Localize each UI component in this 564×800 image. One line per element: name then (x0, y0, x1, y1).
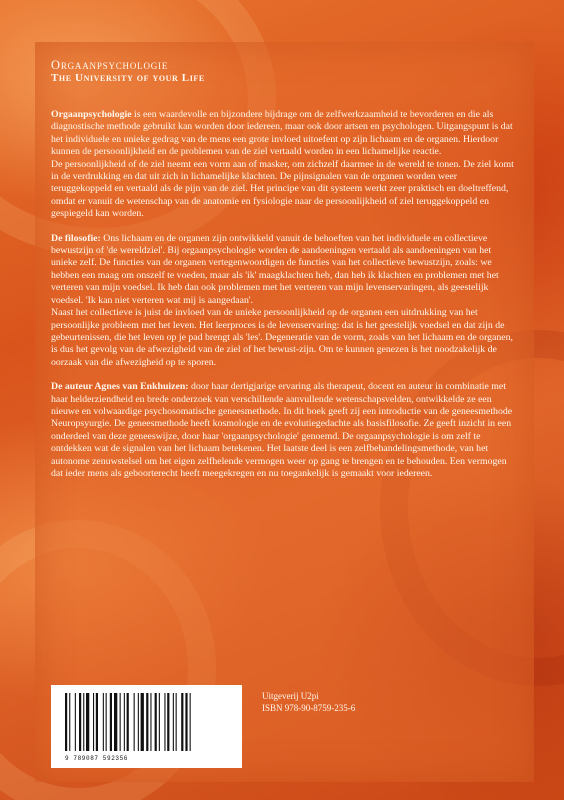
barcode-bar (86, 693, 89, 751)
section-philosophy (51, 233, 519, 369)
barcode-bar (103, 693, 104, 751)
section-intro (51, 109, 519, 221)
barcode-digits: 9 789087 592356 (65, 755, 129, 762)
barcode-bar (138, 693, 139, 751)
barcode-bar (79, 693, 81, 751)
barcode-bar (96, 693, 98, 751)
barcode-bar (114, 693, 117, 751)
barcode-bar (127, 693, 129, 751)
book-subtitle: The University of your Life (51, 72, 205, 84)
barcode-bar (83, 693, 84, 751)
barcode-bar (181, 693, 183, 751)
barcode-bar (164, 693, 165, 751)
barcode-bar (150, 693, 151, 751)
publisher-info (262, 690, 355, 714)
paragraph-text: is een waardevolle en bijzondere bijdrage om de zelfwerkzaamheid te bevorderen en die als diagnostische methode gebruikt kan worden door iedereen, maar ook door artsen en psychologen. Uitgangspunt is dat het individuele en unieke gedrag van de mens een grote invloed uitoefent op zijn lichaam en de organen. Hierdoor kunnen de persoonlijkheid en de problemen van de ziel vertaald worden in een lichamelijke reactie. (51, 109, 513, 158)
barcode-bar (159, 693, 160, 751)
barcode-bar (167, 693, 169, 751)
barcode-bar (190, 693, 191, 751)
barcode-bar (185, 693, 187, 751)
book-title: Orgaanpsychologie (51, 58, 169, 72)
barcode-bar (93, 693, 94, 751)
paragraph (51, 233, 519, 307)
barcode-bar (134, 693, 135, 751)
barcode-bar (176, 693, 177, 751)
barcode-bar (65, 693, 67, 751)
barcode-bar (106, 693, 107, 751)
isbn-barcode (51, 685, 242, 768)
barcode-bar (173, 693, 174, 751)
back-cover-text (51, 58, 519, 480)
paragraph (51, 109, 519, 159)
section-lead: De filosofie: (51, 232, 101, 244)
isbn-number: ISBN 978-90-8759-235-6 (262, 703, 356, 713)
paragraph-text: Ons lichaam en de organen zijn ontwikkeld vanuit de behoeften van het individuele en collectieve bewustzijn of 'de wereldziel'. Bij orgaanpsychologie worden de aandoeningen vertaald als aandoeningen van het unieke zelf. De functies van de organen vertegenwoordigen de functies van het collectieve bewustzijn, zoals: we hebben een maag om onszelf te voeden, maar als 'ik' maagklachten heb, dan heb ik klachten en problemen met het verteren van mijn voedsel. Ik heb dan ook problemen met het verteren van mijn levenservaringen, als geestelijk voedsel. 'Ik kan niet verteren wat mij is aangedaan'. (51, 232, 499, 306)
barcode-bar (155, 693, 157, 751)
paragraph (51, 381, 519, 480)
section-lead: Orgaanpsychologie (51, 109, 132, 120)
barcode-bar (141, 693, 144, 751)
barcode-bar (120, 693, 121, 751)
barcode-bar (69, 693, 70, 751)
paragraph: Naast het collectieve is juist de invloed van de unieke persoonlijkheid op de organen een uitdrukking van het persoonlijke probleem met het leven. Het leerproces is de levenservaring: dat is het geestelijk voedsel en dat zijn de gebeurtenissen, die het leven op je pad brengt als 'les'. Degeneratie van de vorm, zoals van het lichaam en de organen, is dus het gevolg van de afwezigheid van de ziel of het bewust-zijn. Om te kunnen genezen is het noodzakelijk de oorzaak van die afwezigheid op te sporen. (51, 307, 513, 368)
paragraph: De persoonlijkheid of de ziel neemt een vorm aan of masker, om zichzelf daarmee in de wereld te tonen. De ziel komt in de verdrukking en dat uit zich in lichamelijke klachten. De pijnsignalen van de organen worden weer teruggekoppeld en vertaald als de pijn van de ziel. Het principe van dit systeem werkt zeer praktisch en doeltreffend, omdat er vanuit de wetenschap van de anatomie en fysiologie naar de persoonlijkheid of ziel teruggekoppeld en gespiegeld kan worden. (51, 158, 514, 220)
barcode-bar (146, 693, 148, 751)
barcode-bar (75, 693, 76, 751)
barcode-bar (124, 693, 125, 751)
section-author (51, 381, 519, 480)
barcode-bar (110, 693, 112, 751)
section-lead: De auteur Agnes van Enkhuizen: (51, 381, 189, 393)
publisher-name: Uitgeverij U2pi (262, 691, 319, 701)
paragraph-text: door haar dertigjarige ervaring als therapeut, docent en auteur in combinatie met haar helderziendheid en brede onderzoek van verschillende aanvullende wetenschapsvelden, ontwikkelde ze een nieuwe en volwaardige psychosomatische geneesmethode. In dit boek geeft zij een introductie van de geneesmethode Neuropsyurgie. De geneesmethode heeft kosmologie en de evolutiegedachte als basisfilosofie. Ze geeft inzicht in een onderdeel van deze geneeswijze, door haar 'orgaanpsychologie' genoemd. De orgaanpsychologie is om zelf te ontdekken wat de signalen van het lichaam betekenen. Het laatste deel is een zelfbehandelingsmethode, van het autonome zenuwstelsel om het eigen zelfhelende vermogen weer op gang te brengen en te behouden. Een vermogen dat ieder mens als geboorterecht heeft meegekregen en nu toegankelijk is gemaakt voor iedereen. (51, 381, 513, 479)
barcode-bars (65, 693, 230, 751)
